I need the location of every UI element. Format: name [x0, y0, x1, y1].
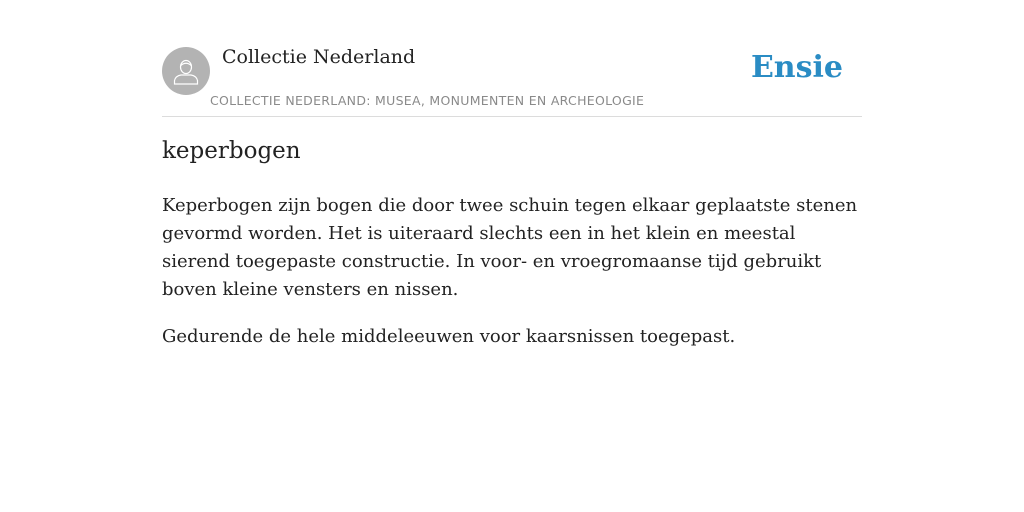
source-label[interactable]: COLLECTIE NEDERLAND: MUSEA, MONUMENTEN EN ARCHEOLOGIE [210, 93, 645, 108]
entry-paragraph: Keperbogen zijn bogen die door twee schuin tegen elkaar geplaatste stenen gevormd worden. Het is uiteraard slechts een in het klein en meestal sierend toegepaste constructie. In voor- en vroegromaanse tijd gebruikt boven kleine vensters en nissen. [162, 195, 858, 300]
entry-paragraph: Gedurende de hele middeleeuwen voor kaarsnissen toegepast. [162, 326, 736, 347]
entry-header [162, 40, 862, 117]
entry-body [162, 192, 862, 370]
user-silhouette-icon [171, 56, 201, 86]
author-name[interactable]: Collectie Nederland [222, 46, 416, 68]
ensie-logo[interactable]: Ensie [750, 50, 843, 85]
entry-title: keperbogen [162, 138, 301, 164]
author-avatar[interactable] [162, 47, 210, 95]
